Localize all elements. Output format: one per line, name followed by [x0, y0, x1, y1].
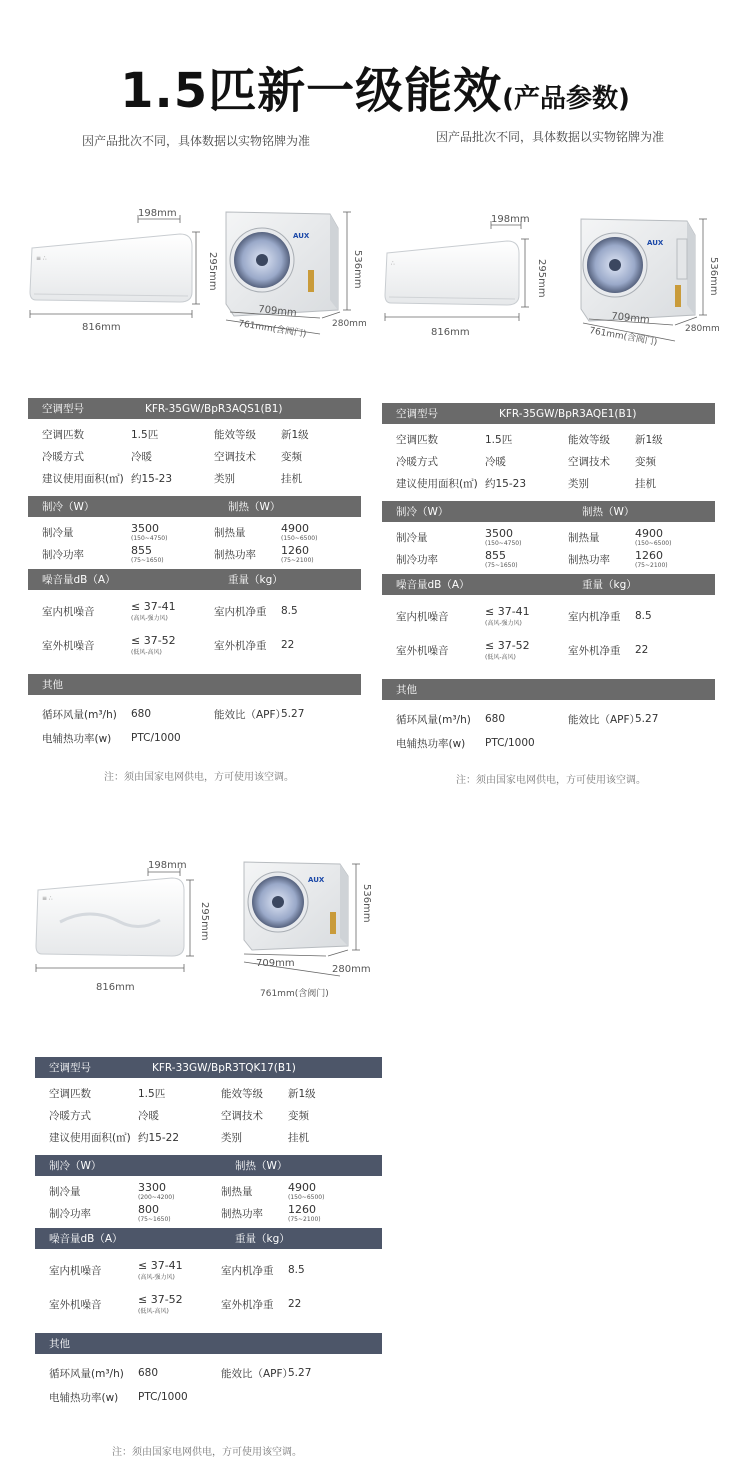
cooling-capacity-label: 制冷量 [42, 526, 74, 539]
mode-value: 冷暖 [485, 455, 506, 468]
spec-row [28, 445, 361, 467]
footnote: 注：须由国家电网供电，方可使用该空调。 [112, 1447, 302, 1458]
hp-label: 空调匹数 [49, 1087, 91, 1100]
heating-header-label: 制热（W） [235, 1160, 288, 1172]
dim-indoor-depth: 198mm [138, 208, 177, 219]
heater-label: 电辅热功率(w) [42, 732, 112, 745]
mode-value: 冷暖 [131, 450, 152, 463]
outdoor-weight-label: 室外机净重 [221, 1298, 274, 1311]
tech-value: 变频 [635, 455, 656, 468]
product-illustration-1 [20, 200, 380, 350]
airflow-value: 680 [485, 713, 506, 725]
outdoor-noise-label: 室外机噪音 [49, 1298, 102, 1311]
spec-row [382, 472, 715, 494]
dim-outdoor-depth: 709mm [257, 304, 298, 320]
heating-header-label: 制热（W） [582, 506, 635, 518]
energy-value: 新1级 [281, 428, 309, 441]
indoor-noise-label: 室内机噪音 [49, 1264, 102, 1277]
noise-weight-header [35, 1228, 382, 1249]
energy-label: 能效等级 [568, 433, 610, 446]
dim-indoor-height: 295mm [536, 259, 547, 298]
model-header [35, 1057, 382, 1078]
energy-label: 能效等级 [221, 1087, 263, 1100]
cooling-power-label: 制冷功率 [396, 553, 438, 566]
airflow-label: 循环风量(m³/h) [396, 713, 471, 726]
dim-outdoor-height: 536mm [352, 250, 363, 289]
apf-label: 能效比（APF） [221, 1367, 294, 1380]
area-label: 建议使用面积(㎡) [42, 472, 124, 485]
apf-value: 5.27 [288, 1367, 312, 1379]
indoor-noise-value: ≤ 37-41 [138, 1258, 183, 1272]
spec-row [35, 1104, 382, 1126]
heater-value: PTC/1000 [131, 732, 181, 744]
type-label: 类别 [568, 477, 589, 490]
cooling-header-label: 制冷（W） [396, 506, 449, 518]
product-illustration-3 [30, 850, 390, 1010]
outdoor-weight-value: 22 [635, 644, 649, 656]
spec-row [382, 707, 715, 731]
indoor-unit-logo: ≡ ∴ [36, 255, 47, 262]
apf-label: 能效比（APF） [568, 713, 641, 726]
outdoor-weight-label: 室外机净重 [568, 644, 621, 657]
outdoor-unit [226, 212, 338, 316]
outdoor-weight-label: 室外机净重 [214, 639, 267, 652]
other-header [28, 674, 361, 695]
dim-outdoor-side: 280mm [332, 964, 371, 975]
dim-indoor-height: 295mm [207, 252, 218, 291]
other-header-label: 其他 [396, 684, 417, 696]
noise-header-label: 噪音量dB（A） [49, 1233, 123, 1245]
spec-row [28, 726, 361, 750]
indoor-noise-label: 室内机噪音 [42, 605, 95, 618]
dim-outdoor-width: 761mm(含阀门) [588, 326, 658, 348]
spec-row [35, 1202, 382, 1224]
airflow-label: 循环风量(m³/h) [42, 708, 117, 721]
cooling-header-label: 制冷（W） [49, 1160, 102, 1172]
energy-value: 新1级 [288, 1087, 316, 1100]
cooling-header-label: 制冷（W） [42, 501, 95, 513]
heating-power-value: 1260 (75~2100) [281, 543, 314, 564]
dim-indoor-width: 816mm [82, 322, 121, 333]
spec-row [28, 467, 361, 489]
noise-weight-header [28, 569, 361, 590]
weight-header-label: 重量（kg） [235, 1233, 290, 1245]
type-label: 类别 [214, 472, 235, 485]
indoor-weight-label: 室内机净重 [214, 605, 267, 618]
indoor-weight-value: 8.5 [635, 610, 652, 622]
indoor-noise-label: 室内机噪音 [396, 610, 449, 623]
heating-capacity-value: 4900 (150~6500) [635, 526, 672, 547]
type-value: 挂机 [635, 477, 656, 490]
spec-row [35, 1082, 382, 1104]
dim-outdoor-side: 280mm [332, 319, 367, 329]
spec-table-3 [35, 1057, 382, 1409]
hp-value: 1.5匹 [138, 1087, 166, 1100]
cooling-heating-header [28, 496, 361, 517]
outdoor-noise-label: 室外机噪音 [396, 644, 449, 657]
dim-outdoor-side: 280mm [685, 324, 720, 334]
page-title: 1.5匹新一级能效(产品参数) [120, 63, 630, 119]
heating-power-value: 1260 (75~2100) [288, 1202, 321, 1223]
airflow-label: 循环风量(m³/h) [49, 1367, 124, 1380]
cooling-power-label: 制冷功率 [42, 548, 84, 561]
heater-value: PTC/1000 [485, 737, 535, 749]
outdoor-unit [581, 219, 695, 321]
heating-power-label: 制热功率 [221, 1207, 263, 1220]
heater-value: PTC/1000 [138, 1391, 188, 1403]
noise-header-label: 噪音量dB（A） [396, 579, 470, 591]
cooling-heating-header [35, 1155, 382, 1176]
spec-row: 室外机噪音 ≤ 37-52 (低风-高风) 室外机净重 22 [382, 633, 715, 667]
heating-power-label: 制热功率 [568, 553, 610, 566]
spec-row [382, 548, 715, 570]
dim-outdoor-width: 761mm(含阀门) [260, 989, 329, 999]
apf-value: 5.27 [635, 713, 659, 725]
mode-value: 冷暖 [138, 1109, 159, 1122]
dim-indoor-width: 816mm [96, 982, 135, 993]
spec-row [28, 702, 361, 726]
spec-row: 室内机噪音 ≤ 37-41 (高风-强力风) 室内机净重 8.5 [35, 1253, 382, 1287]
noise-weight-header [382, 574, 715, 595]
mode-label: 冷暖方式 [396, 455, 438, 468]
area-value: 约15-23 [485, 477, 527, 490]
indoor-weight-label: 室内机净重 [568, 610, 621, 623]
dim-outdoor-width: 761mm(含阀门) [237, 319, 307, 340]
heater-label: 电辅热功率(w) [396, 737, 466, 750]
indoor-unit [36, 878, 184, 956]
outdoor-unit [244, 862, 348, 950]
heating-capacity-value: 4900 (150~6500) [288, 1180, 325, 1201]
cooling-capacity-value: 3300 (200~4200) [138, 1180, 175, 1201]
cooling-capacity-value: 3500 (150~4750) [485, 526, 522, 547]
mode-label: 冷暖方式 [42, 450, 84, 463]
dim-indoor-depth: 198mm [148, 860, 187, 871]
weight-header-label: 重量（kg） [228, 574, 283, 586]
brand-logo: AUX [293, 232, 310, 240]
spec-row [35, 1385, 382, 1409]
model-label: 空调型号 [42, 403, 84, 415]
outdoor-noise-value: ≤ 37-52 [138, 1292, 183, 1306]
heating-power-value: 1260 (75~2100) [635, 548, 668, 569]
spec-row [382, 450, 715, 472]
cooling-power-value: 855 (75~1650) [485, 548, 518, 569]
apf-value: 5.27 [281, 708, 305, 720]
type-label: 类别 [221, 1131, 242, 1144]
model-label: 空调型号 [396, 408, 438, 420]
indoor-noise-value: ≤ 37-41 [131, 599, 176, 613]
dim-indoor-height: 295mm [199, 902, 210, 941]
area-label: 建议使用面积(㎡) [396, 477, 478, 490]
heating-header-label: 制热（W） [228, 501, 281, 513]
model-header [382, 403, 715, 424]
model-value: KFR-35GW/BpR3AQE1(B1) [499, 407, 637, 420]
hp-value: 1.5匹 [131, 428, 159, 441]
energy-label: 能效等级 [214, 428, 256, 441]
spec-row: 室内机噪音 ≤ 37-41 (高风-强力风) 室内机净重 8.5 [382, 599, 715, 633]
heating-capacity-value: 4900 (150~6500) [281, 521, 318, 542]
footnote: 注：须由国家电网供电，方可使用该空调。 [104, 772, 294, 783]
other-header [382, 679, 715, 700]
cooling-capacity-label: 制冷量 [396, 531, 428, 544]
tech-label: 空调技术 [221, 1109, 263, 1122]
spec-row [382, 526, 715, 548]
indoor-unit [385, 241, 519, 305]
brand-logo: AUX [308, 876, 325, 884]
heater-label: 电辅热功率(w) [49, 1391, 119, 1404]
hp-value: 1.5匹 [485, 433, 513, 446]
heating-capacity-label: 制热量 [568, 531, 600, 544]
brand-logo: AUX [647, 239, 664, 247]
model-header [28, 398, 361, 419]
noise-header-label: 噪音量dB（A） [42, 574, 116, 586]
outdoor-noise-value: ≤ 37-52 [485, 638, 530, 652]
tech-value: 变频 [281, 450, 302, 463]
cooling-power-value: 855 (75~1650) [131, 543, 164, 564]
indoor-weight-label: 室内机净重 [221, 1264, 274, 1277]
cooling-power-value: 800 (75~1650) [138, 1202, 171, 1223]
hp-label: 空调匹数 [42, 428, 84, 441]
other-header [35, 1333, 382, 1354]
airflow-value: 680 [138, 1367, 159, 1379]
apf-label: 能效比（APF） [214, 708, 287, 721]
area-label: 建议使用面积(㎡) [49, 1131, 131, 1144]
cooling-power-label: 制冷功率 [49, 1207, 91, 1220]
dim-outdoor-depth: 709mm [256, 958, 295, 969]
outdoor-weight-value: 22 [288, 1298, 302, 1310]
outdoor-noise-value: ≤ 37-52 [131, 633, 176, 647]
spec-row [35, 1126, 382, 1148]
indoor-unit-logo: ∴ [391, 260, 395, 267]
hp-label: 空调匹数 [396, 433, 438, 446]
spec-row [28, 543, 361, 565]
spec-row [35, 1361, 382, 1385]
tech-value: 变频 [288, 1109, 309, 1122]
spec-row [382, 731, 715, 755]
tech-label: 空调技术 [568, 455, 610, 468]
weight-header-label: 重量（kg） [582, 579, 637, 591]
indoor-noise-value: ≤ 37-41 [485, 604, 530, 618]
area-value: 约15-23 [131, 472, 173, 485]
other-header-label: 其他 [42, 679, 63, 691]
model-value: KFR-33GW/BpR3TQK17(B1) [152, 1061, 296, 1074]
indoor-weight-value: 8.5 [288, 1264, 305, 1276]
spec-row: 室内机噪音 ≤ 37-41 (高风-强力风) 室内机净重 8.5 [28, 594, 361, 628]
spec-row [28, 423, 361, 445]
indoor-weight-value: 8.5 [281, 605, 298, 617]
spec-row: 室外机噪音 ≤ 37-52 (低风-高风) 室外机净重 22 [35, 1287, 382, 1321]
heating-capacity-label: 制热量 [221, 1185, 253, 1198]
footnote: 注：须由国家电网供电，方可使用该空调。 [456, 775, 646, 786]
indoor-unit-logo: ≡ ∴ [42, 895, 53, 902]
cooling-heating-header [382, 501, 715, 522]
tech-label: 空调技术 [214, 450, 256, 463]
spec-row [28, 521, 361, 543]
batch-note: 因产品批次不同，具体数据以实物铭牌为准 [82, 134, 311, 148]
product-illustration-2 [375, 205, 745, 355]
type-value: 挂机 [281, 472, 302, 485]
cooling-capacity-label: 制冷量 [49, 1185, 81, 1198]
dim-outdoor-depth: 709mm [610, 311, 651, 327]
outdoor-noise-label: 室外机噪音 [42, 639, 95, 652]
outdoor-weight-value: 22 [281, 639, 295, 651]
spec-table-1 [28, 398, 361, 750]
dim-indoor-depth: 198mm [491, 214, 530, 225]
heating-power-label: 制热功率 [214, 548, 256, 561]
spec-row [35, 1180, 382, 1202]
indoor-unit [30, 234, 192, 302]
energy-value: 新1级 [635, 433, 663, 446]
dim-outdoor-height: 536mm [361, 884, 372, 923]
model-label: 空调型号 [49, 1062, 91, 1074]
batch-note: 因产品批次不同，具体数据以实物铭牌为准 [436, 130, 665, 144]
type-value: 挂机 [288, 1131, 309, 1144]
spec-table-2 [382, 403, 715, 755]
other-header-label: 其他 [49, 1338, 70, 1350]
area-value: 约15-22 [138, 1131, 180, 1144]
spec-row [382, 428, 715, 450]
mode-label: 冷暖方式 [49, 1109, 91, 1122]
airflow-value: 680 [131, 708, 152, 720]
spec-row: 室外机噪音 ≤ 37-52 (低风-高风) 室外机净重 22 [28, 628, 361, 662]
cooling-capacity-value: 3500 (150~4750) [131, 521, 168, 542]
model-value: KFR-35GW/BpR3AQS1(B1) [145, 402, 283, 415]
dim-indoor-width: 816mm [431, 327, 470, 338]
heating-capacity-label: 制热量 [214, 526, 246, 539]
dim-outdoor-height: 536mm [708, 257, 719, 296]
